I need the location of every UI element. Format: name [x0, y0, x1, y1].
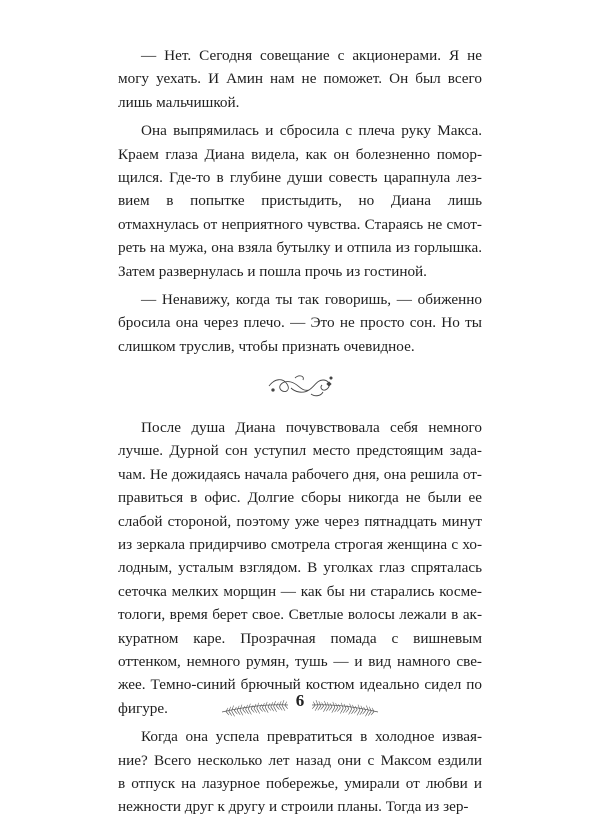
text-line: тологи, время берет свое. Светлые волосы лежали в ак-	[118, 606, 482, 624]
text-line: правиться в офис. Долгие сборы никогда не были ее	[118, 489, 482, 507]
text-line: щился. Где-то в глубине души совесть царапнула лез-	[118, 168, 482, 186]
section-divider	[118, 364, 482, 410]
text-line: сеточка мелких морщин — как бы ни старались косме-	[118, 582, 482, 600]
paragraph	[118, 416, 482, 720]
text-line: Когда она успела превратиться в холодное извая-	[141, 728, 482, 746]
text-block-top	[118, 44, 482, 358]
paragraph	[118, 288, 482, 358]
paragraph	[118, 44, 482, 114]
text-line: из зеркала придирчиво смотрела строгая женщина с хо-	[118, 536, 482, 554]
page-footer	[218, 690, 382, 720]
text-line: — Нет. Сегодня совещание с акционерами. Я не	[141, 47, 482, 64]
text-line: После душа Диана почувствовала себя немного	[141, 419, 482, 437]
text-line: жее. Темно-синий брючный костюм идеально сидел по	[118, 676, 482, 694]
text-line: Краем глаза Диана видела, как он болезненно помор-	[118, 145, 482, 163]
text-line: вием в попытке пристыдить, но Диана лишь	[118, 192, 482, 210]
text-line: чам. Не дожидаясь начала рабочего дня, она решила от-	[118, 465, 482, 483]
text-line: нежности друг к другу и строили планы. Тогда из зер-	[118, 798, 469, 816]
text-line: — Ненавижу, когда ты так говоришь, — обиженно	[141, 290, 482, 308]
text-line: в отпуск на лазурное побережье, умирали от любви и	[118, 774, 482, 792]
text-block-bottom	[118, 416, 482, 819]
paragraph	[118, 119, 482, 283]
text-line: могу уехать. И Амин нам не поможет. Он был всего	[118, 70, 482, 88]
paragraph	[118, 725, 482, 819]
text-line: ние? Всего несколько лет назад они с Максом ездили	[118, 751, 482, 769]
text-line: оттенком, немного румян, тушь — и вид намного све-	[118, 652, 482, 670]
text-line: бросила она через плечо. — Это не просто сон. Но ты	[118, 314, 482, 332]
text-line: лишь мальчишкой.	[118, 93, 240, 111]
text-line: отмахнулась от неприятного чувства. Стараясь не смот-	[118, 215, 482, 233]
text-line: Она выпрямилась и сбросила с плеча руку Макса.	[141, 122, 482, 140]
swirl-ornament-icon	[265, 370, 337, 400]
text-line: слабой стороной, поэтому уже через пятнадцать минут	[118, 512, 482, 530]
page-number: 6	[295, 691, 305, 710]
text-line: куратном каре. Прозрачная помада с вишневым	[118, 629, 482, 647]
text-line: фигуре.	[118, 699, 168, 717]
text-line: реть на мужа, она взяла бутылку и отпила из горлышка.	[118, 239, 482, 257]
text-line: Затем развернулась и пошла прочь из гостиной.	[118, 262, 427, 280]
text-line: слишком труслив, чтобы признать очевидное.	[118, 337, 415, 355]
text-line: лодным, усталым взглядом. В уголках глаз спряталась	[118, 559, 482, 577]
text-line: лучше. Дурной сон уступил место предстоящим зада-	[118, 442, 482, 460]
